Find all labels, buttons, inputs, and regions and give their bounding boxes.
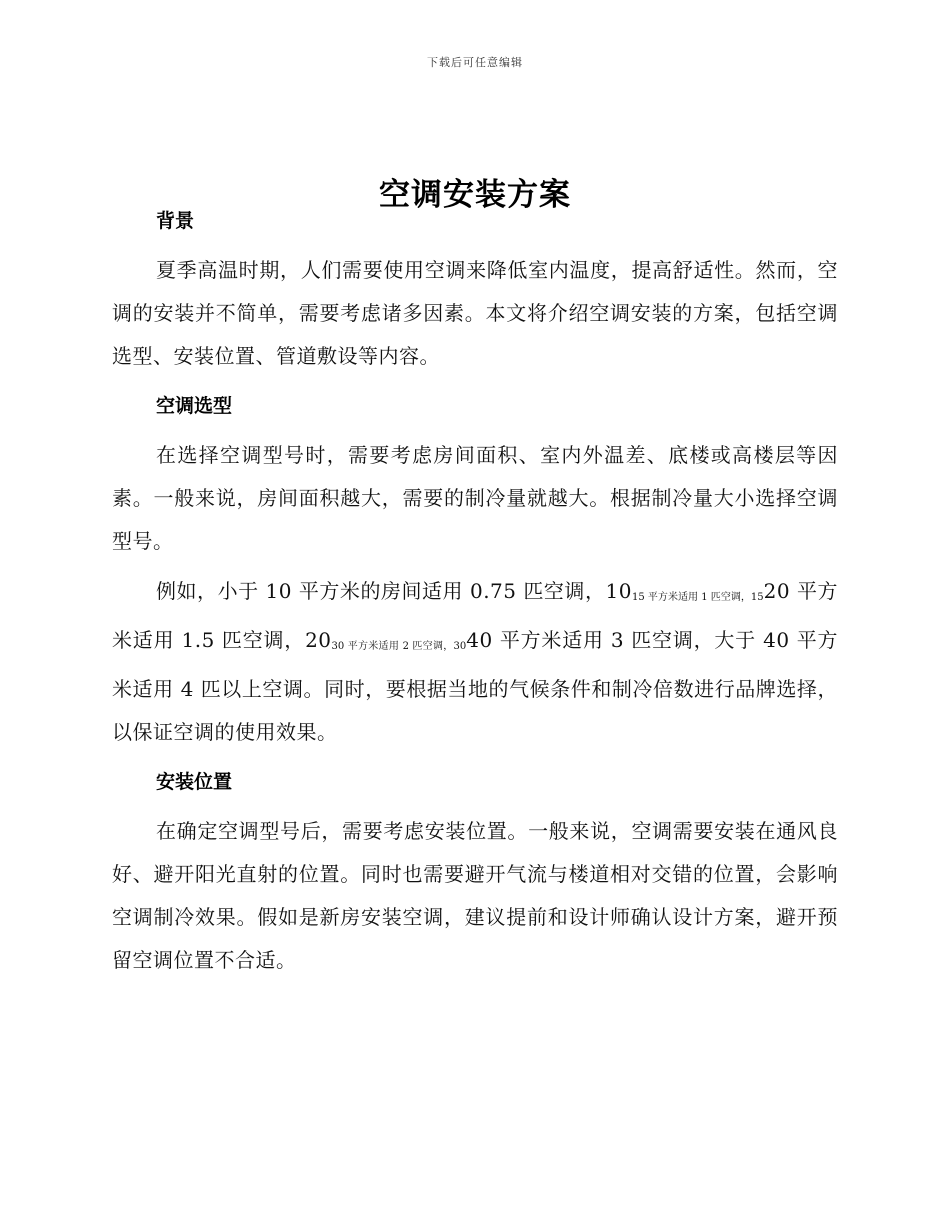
- example-text-3: 40 平方米适用 3 匹空调，大于 40 平方米适用 4 匹以上空调。同时，要根据当地的气候条件和制冷倍数进行品牌选择，以保证空调的使用效果。: [112, 628, 838, 744]
- header-note: 下载后可任意编辑: [427, 56, 523, 69]
- section-heading-background: 背景: [156, 210, 195, 232]
- section-heading-model-selection: 空调选型: [156, 395, 233, 417]
- paragraph-model-selection: 在选择空调型号时，需要考虑房间面积、室内外温差、底楼或高楼层等因素。一般来说，房间面积越大，需要的制冷量就越大。根据制冷量大小选择空调型号。: [112, 443, 838, 553]
- section-background: [112, 205, 838, 378]
- example-small-text-1: 15 平方米适用 1 匹空调，15: [631, 592, 764, 603]
- document-title: 空调安装方案: [379, 176, 571, 213]
- document-body: [112, 205, 838, 982]
- section-install-location: [112, 766, 838, 982]
- example-text-1: 例如，小于 10 平方米的房间适用 0.75 匹空调，10: [156, 579, 632, 603]
- paragraph-model-example: [112, 570, 838, 754]
- paragraph-background: 夏季高温时期，人们需要使用空调来降低室内温度，提高舒适性。然而，空调的安装并不简单，需要考虑诸多因素。本文将介绍空调安装的方案，包括空调选型、安装位置、管道敷设等内容。: [112, 258, 838, 368]
- example-text-2: 20 平方米适用 1.5 匹空调，20: [112, 579, 839, 652]
- section-heading-install-location: 安装位置: [156, 771, 233, 793]
- section-model-selection: [112, 390, 838, 754]
- paragraph-install-location: 在确定空调型号后，需要考虑安装位置。一般来说，空调需要安装在通风良好、避开阳光直射的位置。同时也需要避开气流与楼道相对交错的位置，会影响空调制冷效果。假如是新房安装空调，建议提前和设计师确认设计方案，避开预留空调位置不合适。: [112, 819, 838, 972]
- example-small-text-2: 30 平方米适用 2 匹空调，30: [331, 641, 467, 652]
